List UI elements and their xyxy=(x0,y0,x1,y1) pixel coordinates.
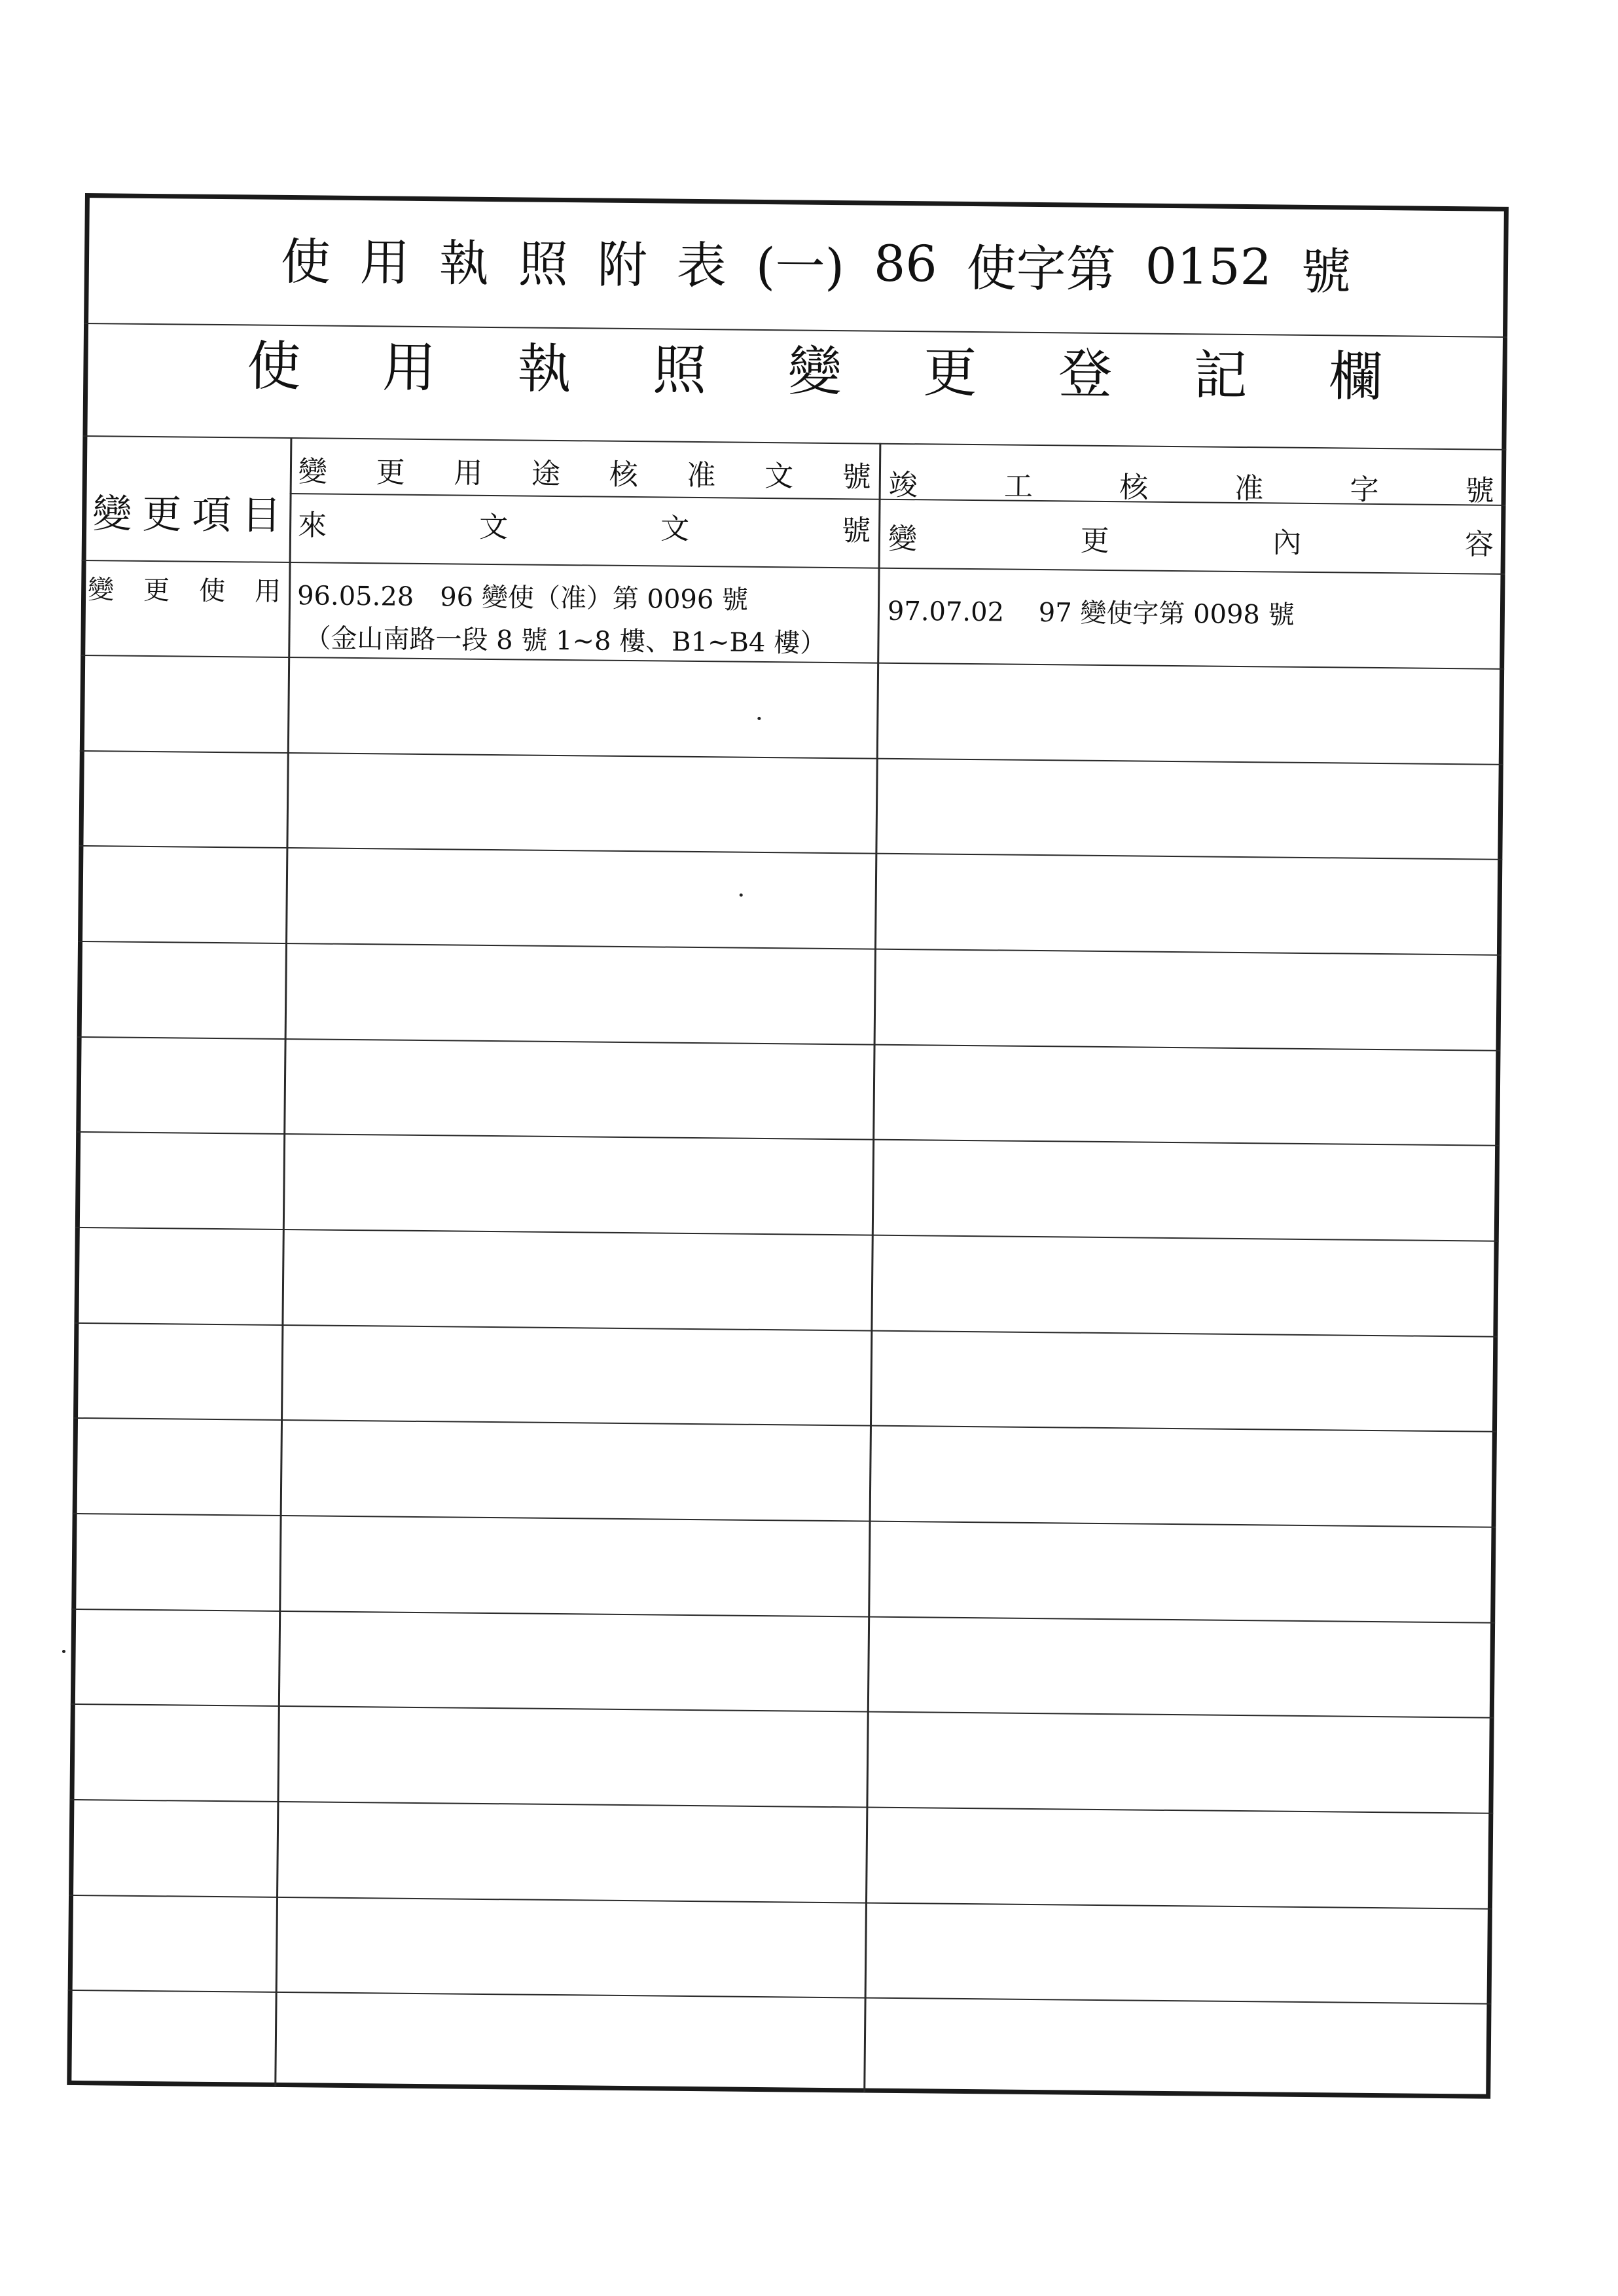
header-char: 目 xyxy=(241,492,281,539)
row-completion-line: 97.07.02 97 變使字第 0098 號 xyxy=(887,596,1295,630)
form-title xyxy=(281,221,1352,304)
title-char: 86 xyxy=(873,234,938,293)
header-char: 號 xyxy=(841,514,871,548)
title-char: 執 xyxy=(439,233,490,293)
header-char: 工 xyxy=(1003,469,1034,503)
title-char: 0152 xyxy=(1145,236,1272,296)
header-change-item xyxy=(88,468,285,555)
header-char: 號 xyxy=(1465,474,1494,508)
row-char: 用 xyxy=(254,576,281,607)
header-char: 號 xyxy=(842,460,872,494)
section-char: 照 xyxy=(652,338,707,402)
row-char: 更 xyxy=(143,575,170,606)
title-char: (一) xyxy=(755,236,845,296)
title-char: 表 xyxy=(676,236,727,295)
header-char: 竣 xyxy=(888,468,918,503)
row-char: 使 xyxy=(198,575,226,606)
header-incoming-doc xyxy=(298,503,871,547)
section-title xyxy=(247,322,1383,412)
header-char: 更 xyxy=(1080,524,1109,558)
header-change-content xyxy=(888,517,1494,562)
row-change-item xyxy=(88,568,281,609)
section-char: 用 xyxy=(382,336,437,399)
title-char: 照 xyxy=(518,234,569,293)
row-approval-line: 96.05.28 96 變使（准）第 0096 號 xyxy=(297,581,749,615)
header-char: 內 xyxy=(1272,526,1302,560)
scan-speck xyxy=(740,894,743,897)
row-char: 變 xyxy=(87,574,115,605)
header-char: 更 xyxy=(376,456,405,490)
header-char: 准 xyxy=(1234,471,1264,506)
header-char: 容 xyxy=(1464,528,1494,562)
header-char: 來 xyxy=(297,509,327,543)
header-char: 核 xyxy=(609,458,638,492)
header-char: 文 xyxy=(764,459,794,494)
title-char: 附 xyxy=(597,235,648,294)
scan-speck xyxy=(757,717,761,720)
section-char: 執 xyxy=(517,337,572,401)
section-char: 登 xyxy=(1058,342,1113,406)
title-char: 使 xyxy=(280,232,331,291)
section-char: 變 xyxy=(787,340,842,403)
header-char: 核 xyxy=(1119,471,1149,505)
section-char: 使 xyxy=(247,335,301,398)
title-char: 使字第 xyxy=(966,238,1117,299)
section-char: 更 xyxy=(923,341,977,405)
header-char: 文 xyxy=(660,512,690,546)
scan-speck xyxy=(62,1650,65,1653)
license-change-form xyxy=(67,193,1509,2099)
row-approval-line: （金山南路一段 8 號 1~8 樓、B1~B4 樓） xyxy=(304,623,827,659)
header-char: 變 xyxy=(92,491,132,538)
header-char: 用 xyxy=(454,456,483,490)
header-approval-doc xyxy=(298,449,872,494)
header-char: 准 xyxy=(687,458,716,493)
header-char: 更 xyxy=(141,491,182,538)
header-char: 變 xyxy=(888,522,918,556)
header-char: 項 xyxy=(191,492,232,539)
section-char: 記 xyxy=(1193,344,1248,407)
title-char: 號 xyxy=(1301,242,1352,301)
header-char: 文 xyxy=(478,510,509,545)
header-char: 途 xyxy=(531,457,561,491)
header-char: 字 xyxy=(1350,473,1379,507)
header-char: 變 xyxy=(298,455,328,489)
title-char: 用 xyxy=(359,232,410,292)
section-char: 欄 xyxy=(1328,345,1383,409)
